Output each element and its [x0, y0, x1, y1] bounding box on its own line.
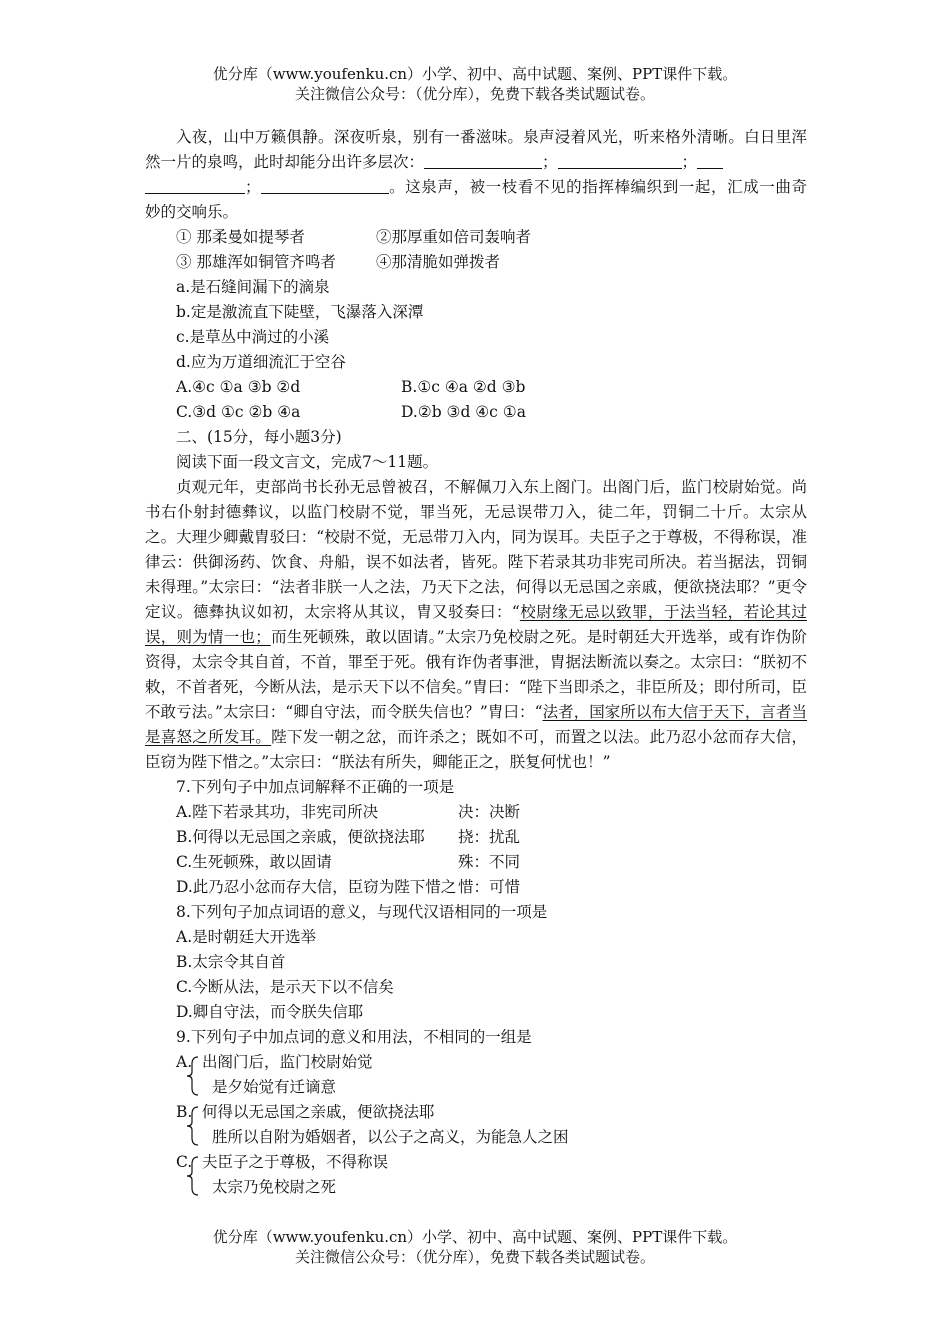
passage-text: 贞观元年，吏部尚书长孙无忌曾被召，不解佩刀入东上阁门。出阁门后，监门校尉始觉。尚书右仆射封德彝议，以监门校尉不觉，罪当死，无忌误带刀入，徒二年，罚铜二十斤。太宗从之。大理少卿戴胄驳曰：“校尉不觉，无忌带刀入内，同为误耳。夫臣子之于尊极，不得称误，准律云：供御汤药、饮食、舟船，误不如法者，皆死。陛下若录其功非宪司所决。若当据法，罚铜未得理。”太宗曰：“法者非朕一人之法，乃天下之法，何得以无忌国之亲戚，便欲挠法耶？”更令定议。德彝执议如初，太宗将从其议，胄又驳奏曰：“ [145, 478, 807, 621]
question-9-stem: 9.下列句子中加点词的意义和用法，不相同的一组是 [176, 1028, 532, 1046]
option-d: D.②b ③d ④c ①a [401, 403, 526, 421]
q7-option [145, 850, 807, 875]
q9-c-sentence-1: 夫臣子之于尊极，不得称误 [202, 1153, 389, 1171]
q9-c-sentence-2: 太宗乃免校尉之死 [212, 1178, 337, 1196]
choice-d: d.应为万道细流汇于空谷 [176, 353, 346, 371]
q7-option-c: C.生死顿殊，敢以固请 [176, 853, 332, 871]
option-row [145, 400, 807, 425]
choice-a: a.是石缝间漏下的滴泉 [176, 278, 330, 296]
document-body [145, 125, 807, 1200]
question-6-paragraph [145, 125, 807, 225]
q7-option [145, 875, 807, 900]
q6-text-start: 入夜，山中万籁俱静。深夜听泉，别有一番滋味。泉声浸着风光，听来格外清晰。白日里浑然一片的泉鸣，此时却能分出许多层次： [145, 128, 807, 171]
answer-blank [261, 177, 389, 194]
item-1: ① 那柔曼如提琴者 [176, 228, 305, 246]
q7-gloss-a: 决：决断 [458, 803, 521, 821]
passage-text: 而生死顿殊，敢以固请。”太宗乃免校尉之死。是时朝廷大开选举，或有诈伪阶资得，太宗令其自首，不首，罪至于死。俄有诈伪者事泄，胄据法断流以奏之。太宗曰：“朕初不敕，不首者死，今断从法，是示天下以不信矣。”胄曰：“陛下当即杀之，非臣所及；即付所司，臣不敢亏法。”太宗曰：“卿自守法，而令朕失信也？”胄曰：“ [145, 628, 807, 721]
q7-gloss-b: 挠：扰乱 [458, 828, 521, 846]
option-b: B.①c ④a ②d ③b [401, 378, 526, 396]
q7-gloss-c: 殊：不同 [458, 853, 521, 871]
item-row [145, 250, 807, 275]
page-header [0, 64, 950, 104]
q9-option-c [145, 1150, 807, 1200]
choice-b: b.定是激流直下陡壁，飞瀑落入深潭 [176, 303, 424, 321]
option-a: A.④c ①a ③b ②d [176, 378, 301, 396]
footer-line-2: 关注微信公众号：（优分库），免费下载各类试题试卷。 [294, 1248, 655, 1266]
q7-gloss-d: 惜：可惜 [458, 878, 521, 896]
curly-brace-icon [186, 1056, 200, 1096]
q8-option-d: D.卿自守法，而令朕失信耶 [176, 1003, 364, 1021]
underlined-sentence-1: 校尉缘无忌以致罪，于法当轻，若论其过误，则为情一也； [145, 603, 807, 646]
q9-b-sentence-2: 胜所以自附为婚姻者，以公子之高义，为能急人之困 [212, 1128, 569, 1146]
answer-blank [145, 177, 245, 194]
q9-b-sentence-1: 何得以无忌国之亲戚，便欲挠法耶 [202, 1103, 435, 1121]
answer-blank [424, 152, 542, 169]
footer-line-1: 优分库（www.youfenku.cn）小学、初中、高中试题、案例、PPT课件下载。 [212, 1228, 738, 1246]
q9-option-a [145, 1050, 807, 1100]
option-row [145, 375, 807, 400]
item-4: ④那清脆如弹拨者 [376, 253, 501, 271]
option-c: C.③d ①c ②b ④a [176, 403, 301, 421]
q6-text-end: 。这泉声，被一枝看不见的指挥棒编织到一起，汇成一曲奇妙的交响乐。 [145, 178, 807, 221]
q9-a-sentence-2: 是夕始觉有迁谪意 [212, 1078, 337, 1096]
passage-text: 陛下发一朝之忿，而许杀之；既如不可，而置之以法。此乃忍小忿而存大信，臣窃为陛下惜之。”太宗曰：“朕法有所失，卿能正之，朕复何忧也！” [145, 728, 807, 771]
q8-option-c: C.今断从法，是示天下以不信矣 [176, 978, 394, 996]
section-title: 二、(15分，每小题3分) [176, 428, 342, 446]
q9-option-b [145, 1100, 807, 1150]
underlined-sentence-2: 法者，国家所以布大信于天下，言者当是喜怒之所发耳。 [145, 703, 807, 746]
q9-a-sentence-1: 出阁门后，监门校尉始觉 [202, 1053, 373, 1071]
separator: ； [542, 153, 558, 171]
classical-passage [145, 475, 807, 775]
answer-blank [558, 152, 682, 169]
header-line-2: 关注微信公众号：（优分库），免费下载各类试题试卷。 [294, 85, 655, 103]
q7-option-d: D.此乃忍小忿而存大信，臣窃为陛下惜之 [176, 878, 457, 896]
question-8-stem: 8.下列句子加点词语的意义，与现代汉语相同的一项是 [176, 903, 548, 921]
separator: ； [681, 153, 698, 171]
option-label: B. [176, 1103, 193, 1121]
option-label: C. [176, 1153, 193, 1171]
q7-option-a: A.陛下若录其功，非宪司所决 [176, 803, 379, 821]
curly-brace-icon [186, 1156, 200, 1196]
item-3: ③ 那雄浑如铜管齐鸣者 [176, 253, 336, 271]
question-7-stem: 7.下列句子中加点词解释不正确的一项是 [176, 778, 455, 796]
curly-brace-icon [186, 1106, 200, 1146]
option-label: A. [176, 1053, 193, 1071]
q7-option [145, 800, 807, 825]
page-footer [0, 1227, 950, 1267]
q7-option [145, 825, 807, 850]
item-2: ②那厚重如倍司轰响者 [376, 228, 532, 246]
section-instruction: 阅读下面一段文言文，完成7～11题。 [176, 453, 439, 471]
q7-option-b: B.何得以无忌国之亲戚，便欲挠法耶 [176, 828, 425, 846]
item-row [145, 225, 807, 250]
q8-option-a: A.是时朝廷大开选举 [176, 928, 317, 946]
separator: ； [245, 178, 261, 196]
answer-blank [697, 152, 723, 169]
q8-option-b: B.太宗令其自首 [176, 953, 286, 971]
choice-c: c.是草丛中淌过的小溪 [176, 328, 330, 346]
header-line-1: 优分库（www.youfenku.cn）小学、初中、高中试题、案例、PPT课件下载。 [212, 65, 738, 83]
